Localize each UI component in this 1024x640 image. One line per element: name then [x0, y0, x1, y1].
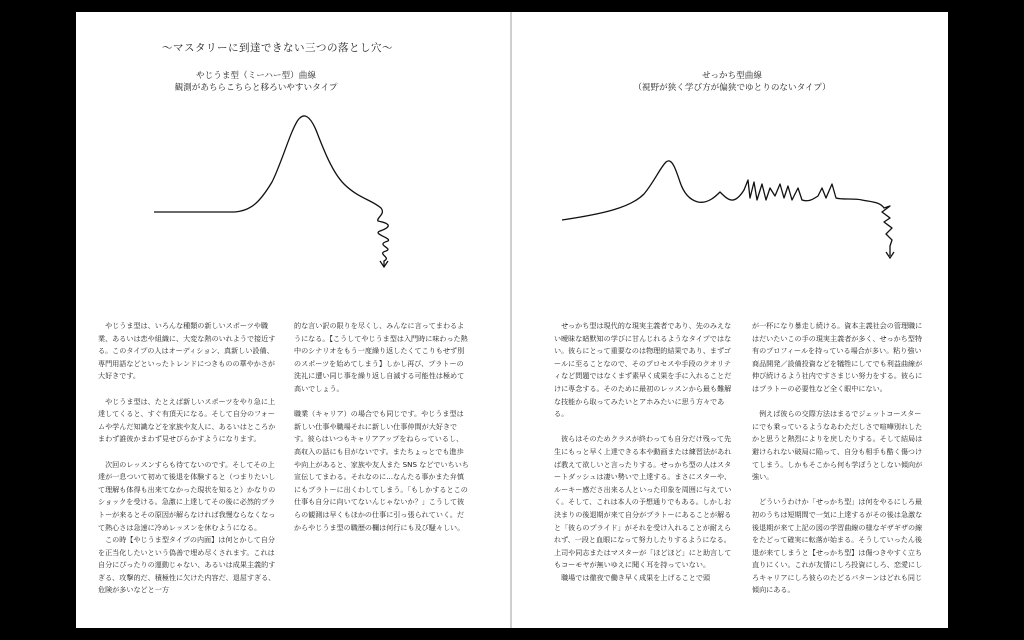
paragraph: 例えば彼らの交際方法はまるでジェットコースターにでも乗っているようなあわただしさで喧嘩別れしたかと思うと熱烈によりを戻したりする。そして結局は避けられない破局に陥って、自分も相手も酷く傷つけてしまう。しかもそこから何も学ぼうとしない傾向が強い。: [752, 409, 923, 482]
curve-title-yajiuma: やじうま型（ミーハー型）曲線: [196, 71, 316, 81]
yajiuma-curve-diagram: [76, 12, 510, 292]
left-column-1: [98, 320, 276, 610]
paragraph: やじうま型は、いろんな種類の新しいスポーツや職業、あるいは恋や組織に、大変な熱のいれようで接近する。このタイプの人はオーディション、真新しい設備、専門用語などといったトレンドにつきものの華やかさが大好きです。: [98, 321, 276, 381]
paragraph: どういうわけか「せっかち型」は何をやるにしろ最初のうちは短期間で一気に上達するがその後は急激な後退期が来て上記の図の学習曲線の様なギザギザの線をたどって確実に転落が始まる。そうしていったん後退が来てしまうと【せっかち型】は傷つきやすく立ち直りにくい。これが友情にしろ投資にしろ、恋愛にしろキャリアにしろ彼らのたどるパターンはどれも同じ傾向にある。: [752, 497, 923, 595]
right-column-2: [752, 320, 926, 610]
main-title: 〜マスタリーに到達できない三つの落とし穴〜: [162, 42, 393, 54]
curve-subtitle-sekkachi: （視野が狭く学び方が偏狭でゆとりのないタイプ）: [633, 83, 831, 93]
yajiuma-curve-line: [154, 116, 389, 266]
paragraph: 彼らはそのためクラスが終わっても自分だけ残って先生にもっと早く上達できる本や動画または練習法があれば教えて欲しいと言ったりする。せっかち型の人はスタートダッシュは凄い勢いで上達する。まさにスターや、ルーキー感ださ出来る人といった印象を周囲に与えていく。そして、これは本人の予想通りでもある。しかしお決まりの後退期が来て自分がプラトーにあることが解ると「彼らのプライド」がそれを受け入れることが耐えられず、一段と血眼になって努力したりするようになる。上司や同志またはマスターが「ほどほど」にと助言してもコーモヤが無いゆえに聞く耳を持っていない。: [554, 434, 732, 570]
curve-subtitle-yajiuma: 観測があちらこちらと移ろいやすいタイプ: [174, 83, 338, 93]
paragraph: やじうま型は、たとえば新しいスポーツをやり急に上達してくると、すぐ有頂天になる。そして自分のフォームや学んだ知識などを家族や友人に、あるいはところかまわず誰彼かまわず見せびらかすようになります。: [98, 396, 276, 444]
right-column-1: [554, 320, 734, 597]
sekkachi-curve-diagram: [512, 12, 948, 292]
left-column-2: [294, 320, 470, 547]
left-page: [76, 12, 510, 628]
paragraph: 職場では徹夜で働き早く成果を上げることで頭: [561, 572, 711, 582]
right-page: [512, 12, 948, 628]
curve-title-sekkachi: せっかち型曲線: [702, 71, 762, 81]
sekkachi-curve-line: [562, 161, 892, 256]
paragraph: 職業（キャリア）の場合でも同じです。やじうま型は新しい仕事や職場それに新しい仕事仲間が大好きです。彼らはいつもキャリアアップをねらっているし、高収入の話にも目がないです。またちょっとでも進歩や向上があると、家族や友人また SNS などでいちいち宣伝してまわる。それなのに...なんたる事かまた弁慎にもプラトーに出くわしてしまう。「もしかするとこの仕事も自分に向いてないんじゃないか？」こうして彼らの観測は早くもほかの仕事に引っ張られていく。だからやじうま型の職歴の欄は何行にも及び騒々しい。: [294, 409, 469, 532]
paragraph: 次回のレッスンすらも待てないのです。そしてその上達が一息ついて初めて後退を体験すると（つまりたいして理解も体得も出来てなかった現状を知ると）かなりのショックを受ける。急激に上達してその後に必然的プラトーが来るとその原因が解らなければ我慢ならなくなって熱心さは急速に冷めレッスンを休むようになる。: [98, 459, 276, 532]
paragraph: 的な言い訳の限りを尽くし、みんなに言ってまわるようになる。【こうしてやじうま型は入門時に味わった熱中のシナリオをもう一度繰り返したくてこりもせず別のスポーツを始めてしまう】しかし再び、プラトーの洗礼に遭い同じ事を繰り返し自滅する可能性は極めて高いでしょう。: [294, 321, 468, 393]
paragraph: せっかち型は現代的な現実主義者であり、先のみえない曖昧な暗默知の学びに甘んじれるようなタイプではない。彼らにとって重要なのは物理的結果であり、まずゴールに至ることなので、そのプロセスや手段のクオリティなど問題ではなくまず素早く成果を手に入れることだけに専念する。そのために最初のレッスンから最も難解な技能から取ってみたいとアホみたいに思う方々である。: [554, 321, 732, 419]
paragraph: が一杯になり暴走し続ける。資本主義社会の管理職にはだいたいこの手の現実主義者が多く、せっかち型特有のプロフィールを持っている場合が多い。粘り強い商品開発／設備投資などを犠牲にしてでも利益曲線が伸び続けるよう社内ですさまじい努力をする。彼らにはプラトーの必要性など全く眼中にない。: [752, 321, 923, 393]
paragraph: この時【やじうま型タイプの内面】は何とかして自分を正当化したいという偽善で埋め尽くされます。これは自分にぴったりの運動じゃない、あるいは成果主義的すぎる、攻撃的だ、積極性に欠けた内容だ、退屈すぎる、危険が多いなどと一方: [98, 535, 276, 595]
